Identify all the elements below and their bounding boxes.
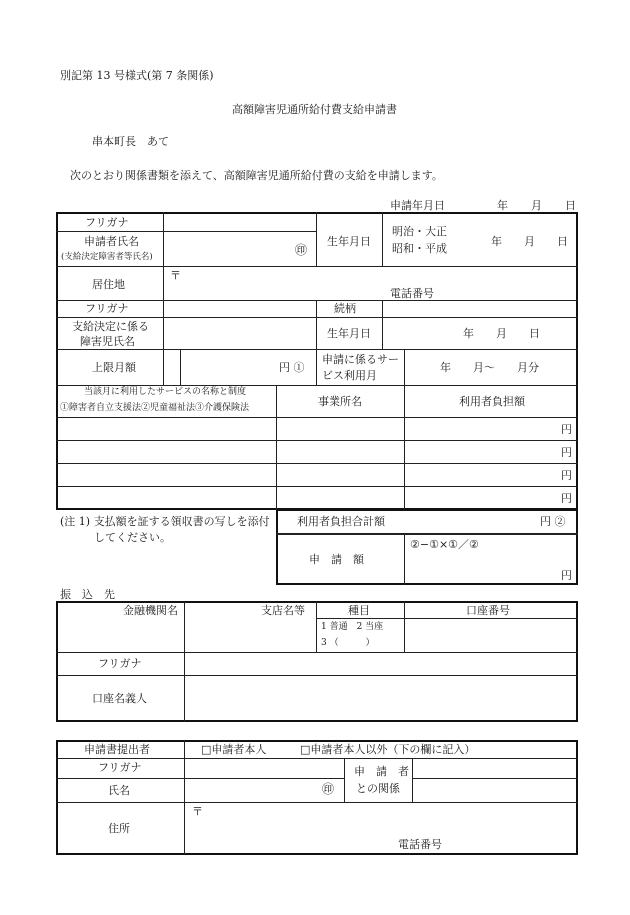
- child-birth-day: 日: [529, 327, 540, 340]
- submitter-seal-icon: ㊞: [322, 782, 335, 796]
- submitter-other-checkbox[interactable]: □申請者本人以外（下の欄に記入）: [300, 743, 476, 756]
- total-burden-label: 利用者負担合計額: [297, 515, 385, 528]
- account-number-label: 口座番号: [466, 604, 510, 617]
- child-name-label-2: 障害児氏名: [80, 335, 135, 348]
- era-meiji-taisho: 明治・大正: [392, 225, 447, 238]
- service-row-4-yen: 円: [561, 492, 572, 505]
- transfer-section-label: 振 込 先: [60, 588, 115, 601]
- service-row-3-yen: 円: [561, 469, 572, 482]
- office-name-label: 事業所名: [318, 395, 362, 408]
- service-month-range: 年 月～ 月分: [440, 361, 539, 374]
- account-type-options-2: 3 （ ）: [321, 638, 375, 648]
- date-day: 日: [565, 199, 576, 212]
- child-birth-label: 生年月日: [327, 327, 371, 340]
- account-type-label: 種目: [348, 604, 370, 617]
- birth-month: 月: [524, 235, 535, 248]
- child-birth-month: 月: [496, 327, 507, 340]
- date-year: 年: [497, 199, 508, 212]
- note-1: (注 1) 支払額を証する領収書の写しを添付: [60, 515, 270, 528]
- addressee: 串本町長 あて: [92, 135, 169, 148]
- relation-label-2: との関係: [356, 782, 400, 795]
- note-1-cont: してください。: [94, 531, 171, 544]
- submitter-label: 申請書提出者: [84, 743, 150, 756]
- form-number: 別記第 13 号様式(第 7 条関係): [60, 69, 214, 82]
- amount-yen: 円: [561, 569, 572, 582]
- postal-mark: 〒: [170, 269, 181, 282]
- amount-formula: ②−①×①／②: [410, 538, 479, 551]
- account-holder-label: 口座名義人: [92, 692, 147, 705]
- form-title: 高額障害児通所給付費支給申請書: [232, 103, 397, 116]
- applicant-seal-icon: ㊞: [295, 243, 308, 257]
- bank-name-label: 金融機関名: [123, 604, 178, 617]
- service-row-2-yen: 円: [561, 446, 572, 459]
- date-month: 月: [531, 199, 542, 212]
- submitter-address-label: 住所: [108, 822, 130, 835]
- submitter-self-checkbox[interactable]: □申請者本人: [201, 743, 267, 756]
- relation-label-1: 申 請 者: [354, 765, 409, 778]
- child-birth-year: 年: [463, 327, 474, 340]
- service-month-label-1: 申請に係るサー: [322, 353, 399, 366]
- user-burden-label: 利用者負担額: [459, 395, 525, 408]
- limit-yen-one: 円 ①: [279, 361, 305, 374]
- limit-monthly-label: 上限月額: [92, 361, 136, 374]
- submitter-furigana-label: フリガナ: [98, 761, 142, 774]
- relation-label: 続柄: [334, 302, 356, 315]
- era-showa-heisei: 昭和・平成: [392, 242, 447, 255]
- intro-text: 次のとおり関係書類を添えて、高額障害児通所給付費の支給を申請します。: [70, 169, 443, 182]
- service-row-1-yen: 円: [561, 423, 572, 436]
- birth-year: 年: [491, 235, 502, 248]
- birth-day: 日: [557, 235, 568, 248]
- submitter-name-label: 氏名: [108, 784, 130, 797]
- address-label: 居住地: [92, 278, 125, 291]
- bank-furigana-label: フリガナ: [98, 657, 142, 670]
- branch-label: 支店名等: [261, 604, 305, 617]
- application-amount-label: 申 請 額: [309, 553, 364, 566]
- applicant-furigana-label: フリガナ: [85, 216, 129, 229]
- services-header-2: ①障害者自立支援法②児童福祉法③介護保険法: [60, 403, 250, 413]
- child-furigana-label: フリガナ: [85, 302, 129, 315]
- phone-label: 電話番号: [390, 287, 434, 300]
- submitter-phone-label: 電話番号: [398, 838, 442, 851]
- applicant-name-label: 申請者氏名: [84, 235, 139, 248]
- service-month-label-2: ビス利用月: [322, 369, 377, 382]
- application-date-label: 申請年月日: [390, 199, 445, 212]
- applicant-name-sub: (支給決定障害者等氏名): [61, 252, 153, 262]
- child-name-label-1: 支給決定に係る: [72, 320, 149, 333]
- total-yen-two: 円 ②: [540, 515, 566, 528]
- submitter-postal-mark: 〒: [192, 805, 203, 818]
- services-header-1: 当該月に利用したサービスの名称と制度: [84, 387, 247, 397]
- account-type-options-1: 1 普通 2 当座: [321, 622, 384, 632]
- applicant-birth-label: 生年月日: [327, 235, 371, 248]
